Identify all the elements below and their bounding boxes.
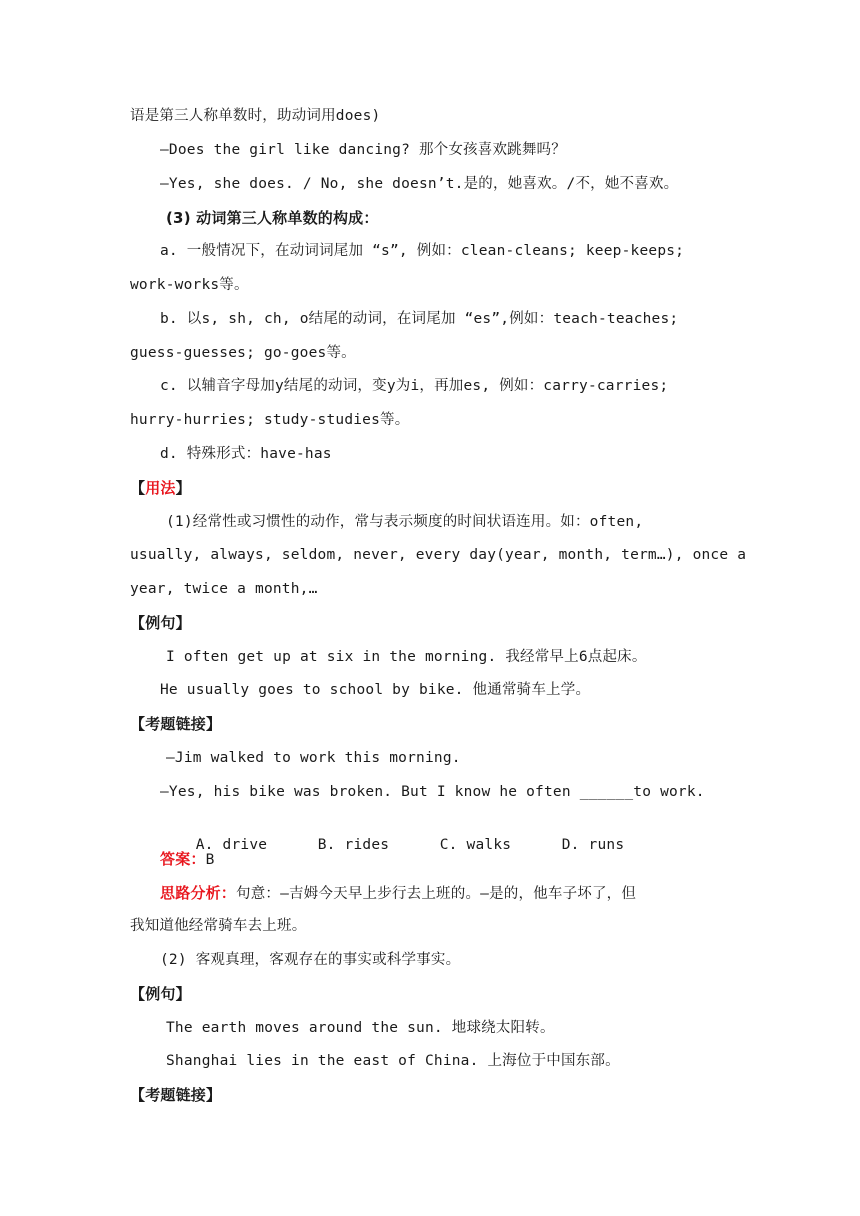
example-sentence: Shanghai lies in the east of China. 上海位于中国东部。 (166, 1053, 620, 1069)
rule-item-d: d. 特殊形式：have-has (160, 446, 332, 462)
example-sentence: The earth moves around the sun. 地球绕太阳转。 (166, 1020, 555, 1036)
section-heading: (3) 动词第三人称单数的构成： (166, 209, 379, 227)
exam-question-line: —Jim walked to work this morning. (166, 750, 461, 766)
option-a: A. drive (195, 837, 268, 853)
rule-item-a-cont: work-works等。 (130, 277, 249, 293)
rule-item-c: c. 以辅音字母加y结尾的动词，变y为i，再加es, 例如：carry-carries; (160, 378, 669, 394)
rule-item-b-cont: guess-guesses; go-goes等。 (130, 345, 356, 361)
answer-options (160, 815, 624, 875)
bracket-open: 【 (130, 479, 146, 497)
exam-link-heading: 【考题链接】 (130, 1086, 222, 1104)
usage-item-1: (1)经常性或习惯性的动作，常与表示频度的时间状语连用。如：often, (166, 514, 644, 530)
exam-question-line: —Yes, his bike was broken. But I know he often ______to work. (160, 784, 705, 800)
option-d: D. runs (561, 837, 625, 853)
usage-item-1-cont: usually, always, seldom, never, every day(year, month, term…), once a (130, 547, 747, 563)
option-c: C. walks (439, 837, 512, 853)
dialog-question-line: —Does the girl like dancing? 那个女孩喜欢跳舞吗？ (160, 142, 566, 158)
answer-line (160, 849, 215, 870)
example-heading: 【例句】 (130, 985, 191, 1003)
example-sentence: I often get up at six in the morning. 我经常早上6点起床。 (166, 649, 647, 665)
bracket-close: 】 (175, 479, 191, 497)
analysis-label: 思路分析： (160, 884, 237, 902)
analysis-text-cont: 我知道他经常骑车去上班。 (130, 918, 307, 934)
option-b: B. rides (317, 837, 390, 853)
dialog-answer-line: —Yes, she does. / No, she doesn’t.是的，她喜欢。/不，她不喜欢。 (160, 176, 679, 192)
analysis-line (160, 883, 636, 904)
answer-label: 答案： (160, 850, 206, 868)
rule-item-c-cont: hurry-hurries; study-studies等。 (130, 412, 410, 428)
answer-value: B (205, 852, 215, 868)
usage-heading (130, 478, 191, 498)
exam-link-heading: 【考题链接】 (130, 715, 222, 733)
usage-heading-label: 用法 (145, 479, 176, 497)
usage-item-1-cont2: year, twice a month,… (130, 581, 318, 597)
usage-item-2: (2) 客观真理，客观存在的事实或科学事实。 (160, 952, 461, 968)
rule-item-b: b. 以s, sh, ch, o结尾的动词，在词尾加 “es”,例如：teach-teaches; (160, 311, 679, 327)
analysis-text: 句意：—吉姆今天早上步行去上班的。—是的，他车子坏了，但 (236, 886, 637, 902)
example-heading: 【例句】 (130, 614, 191, 632)
example-sentence: He usually goes to school by bike. 他通常骑车上学。 (160, 682, 591, 698)
text-line: 语是第三人称单数时，助动词用does) (130, 108, 381, 124)
rule-item-a: a. 一般情况下，在动词词尾加 “s”, 例如：clean-cleans; keep-keeps; (160, 243, 685, 259)
